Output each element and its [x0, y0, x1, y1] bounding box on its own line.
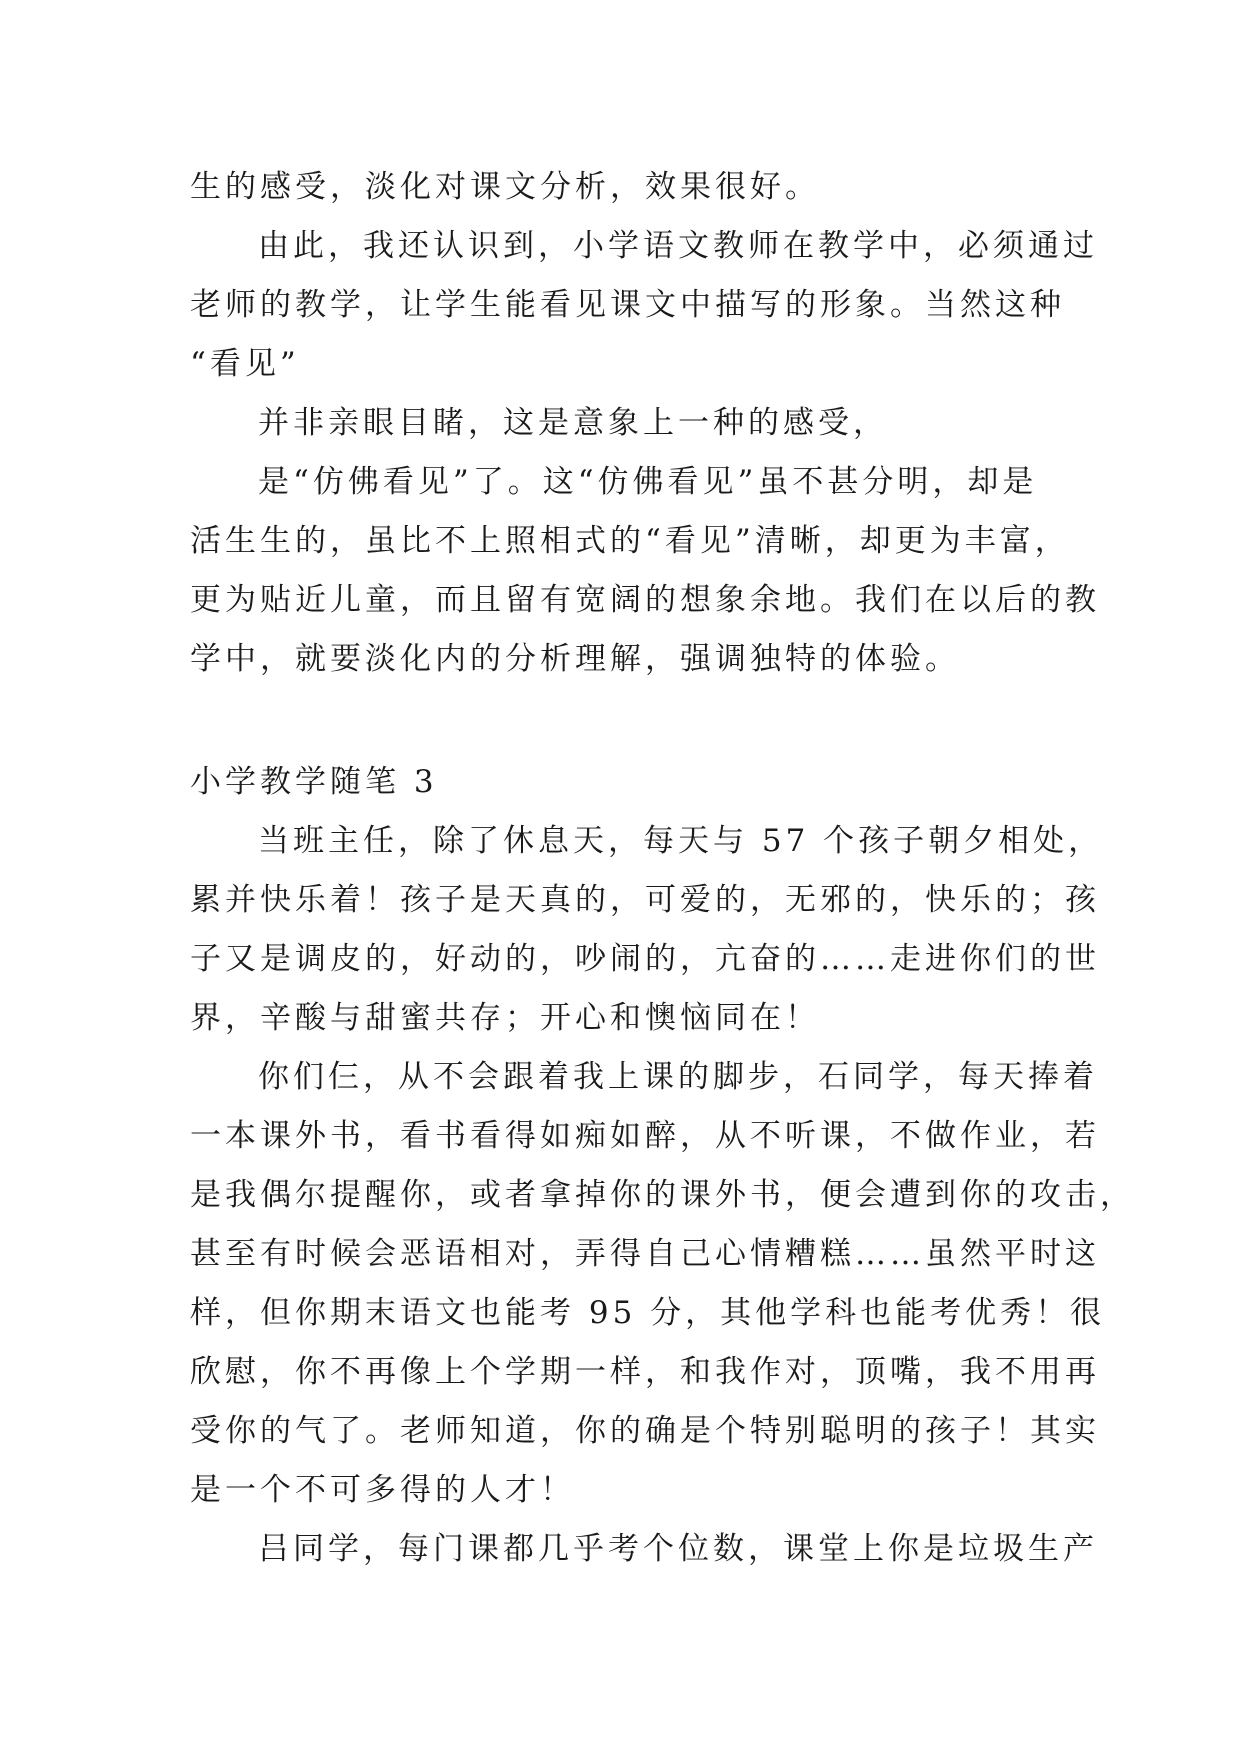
text-line: 当班主任，除了休息天，每天与 57 个孩子朝夕相处，: [258, 823, 1104, 859]
text-line: 是一个不可多得的人才！: [190, 1472, 575, 1508]
text-line: 甚至有时候会恶语相对，弄得自己心情糟糕……虽然平时这: [190, 1236, 1100, 1272]
text-line: 欣慰，你不再像上个学期一样，和我作对，顶嘴，我不用再: [190, 1354, 1100, 1390]
text-line: 界，辛酸与甜蜜共存；开心和懊恼同在！: [190, 1000, 820, 1036]
text-line: 累并快乐着！孩子是天真的，可爱的，无邪的，快乐的；孩: [190, 882, 1100, 918]
text-line: 生的感受，淡化对课文分析，效果很好。: [190, 169, 820, 205]
text-line: “看见”: [190, 346, 300, 382]
section-previous-essay: [190, 158, 1100, 689]
section-essay-3: [190, 812, 1135, 1579]
text-line: 吕同学，每门课都几乎考个位数，课堂上你是垃圾生产: [258, 1531, 1098, 1567]
text-line: 受你的气了。老师知道，你的确是个特别聪明的孩子！其实: [190, 1413, 1100, 1449]
text-line: 学中，就要淡化内的分析理解，强调独特的体验。: [190, 641, 960, 677]
text-line: 是我偶尔提醒你，或者拿掉你的课外书，便会遭到你的攻击，: [190, 1177, 1135, 1213]
text-line: 更为贴近儿童，而且留有宽阔的想象余地。我们在以后的教: [190, 582, 1100, 618]
document-body: [190, 158, 1135, 1579]
text-line: 是“仿佛看见”了。这“仿佛看见”虽不甚分明，却是: [258, 464, 1038, 500]
text-line: 并非亲眼目睹，这是意象上一种的感受，: [258, 405, 888, 441]
text-line: 活生生的，虽比不上照相式的“看见”清晰，却更为丰富，: [190, 523, 1070, 559]
text-line: 由此，我还认识到，小学语文教师在教学中，必须通过: [258, 228, 1098, 264]
section-gap: [190, 689, 1060, 753]
section-heading: 小学教学随笔 3: [190, 764, 438, 800]
text-line: 子又是调皮的，好动的，吵闹的，亢奋的……走进你们的世: [190, 941, 1100, 977]
text-line: 你们仨，从不会跟着我上课的脚步，石同学，每天捧着: [258, 1059, 1098, 1095]
text-line: 一本课外书，看书看得如痴如醉，从不听课，不做作业，若: [190, 1118, 1100, 1154]
text-line: 样，但你期末语文也能考 95 分，其他学科也能考优秀！很: [190, 1295, 1106, 1331]
text-line: 老师的教学，让学生能看见课文中描写的形象。当然这种: [190, 287, 1065, 323]
